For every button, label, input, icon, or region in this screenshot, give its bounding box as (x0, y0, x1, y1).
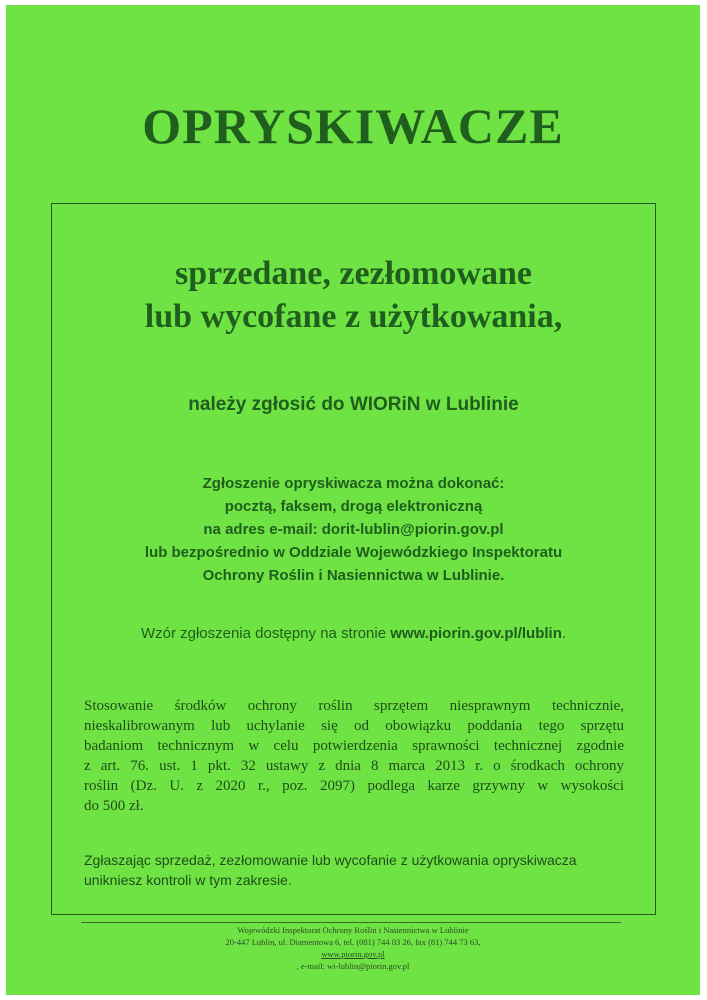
how-to-report (52, 472, 655, 587)
headline-line-2: lub wycofane z użytkowania, (144, 298, 563, 335)
notice-line: Zgłaszając sprzedaż, zezłomowanie lub wycofanie z użytkowania opryskiwacza (84, 852, 577, 868)
report-to: należy zgłosić do WIORiN w Lublinie (188, 394, 519, 415)
how-to-line: lub bezpośrednio w Oddziale Wojewódzkiego Inspektoratu (144, 544, 563, 561)
penalty-line: badaniom technicznym w celu potwierdzenia sprawności technicznej zgodnie (84, 738, 624, 754)
how-to-line: pocztą, faksem, drogą elektroniczną (224, 498, 483, 515)
penalty-line: z art. 76. ust. 1 pkt. 32 ustawy z dnia 8 marca 2013 r. o środkach ochrony (84, 758, 624, 774)
headline-line-1: sprzedane, zezłomowane (175, 255, 532, 292)
how-to-line: na adres e-mail: dorit-lublin@piorin.gov.pl (203, 521, 504, 538)
penalty-line: do 500 zł. (84, 798, 144, 814)
content-frame (51, 203, 656, 915)
penalty-line: Stosowanie środków ochrony roślin sprzętem niesprawnym technicznie, (84, 698, 624, 714)
template-url: www.piorin.gov.pl/lublin (390, 625, 562, 642)
footer-institution: Wojewódzki Inspektorat Ochrony Roślin i Nasiennictwa w Lublinie (237, 925, 469, 935)
leaflet-page (6, 5, 700, 995)
footer (6, 924, 700, 972)
footer-divider (81, 922, 621, 923)
penalty-line: nieskalibrowanym lub uchylanie się od obowiązku poddania tego sprzętu (84, 718, 624, 734)
notice-line: unikniesz kontroli w tym zakresie. (84, 872, 292, 888)
template-end: . (561, 625, 567, 642)
penalty-line: roślin (Dz. U. z 2020 r., poz. 2097) podlega karze grzywny w wysokości (84, 778, 624, 794)
control-notice (84, 850, 629, 890)
how-to-line: Ochrony Roślin i Nasiennictwa w Lublinie. (202, 567, 505, 584)
template-notice (52, 625, 655, 642)
footer-address: 20-447 Lublin, ul. Diamentowa 6, tel. (081) 744 03 26, fax (81) 744 73 63, (225, 937, 481, 947)
footer-email: , e-mail: wi-lublin@piorin.gov.pl (296, 961, 410, 971)
template-text: Wzór zgłoszenia dostępny na stronie (140, 625, 391, 642)
penalty-paragraph (84, 696, 624, 816)
how-to-line: Zgłoszenie opryskiwacza można dokonać: (202, 475, 505, 492)
headline (52, 252, 655, 338)
footer-contact (6, 936, 700, 972)
page-title: OPRYSKIWACZE (142, 98, 564, 154)
footer-website-link[interactable]: www.piorin.gov.pl (321, 949, 385, 959)
